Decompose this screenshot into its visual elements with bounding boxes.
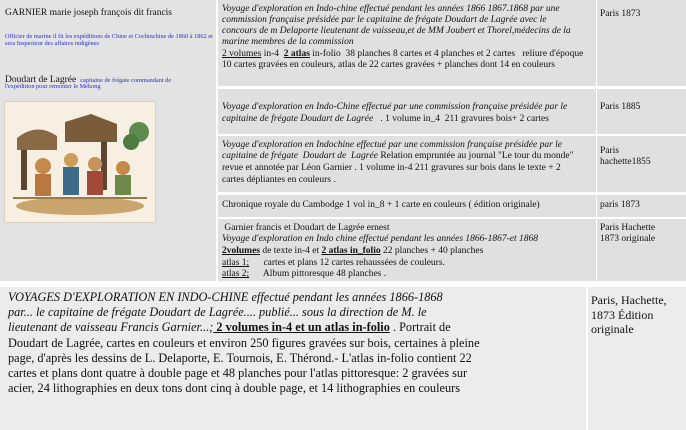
place-3b: hachette1855: [600, 157, 651, 167]
place-5a: Paris Hachette: [600, 223, 656, 233]
place-1: Paris 1873: [600, 9, 641, 19]
entry-5: [218, 219, 596, 281]
bottom-side-3: originale: [591, 322, 634, 337]
entry-5-atlas: 2 atlas in_folio: [321, 246, 381, 256]
bottom-portrait: . Portrait de: [389, 320, 451, 335]
format-text: in-4: [261, 49, 284, 59]
entry-3-line-1: Voyage d'exploration en Indochine effectué par une commission française présidée par le: [222, 140, 562, 150]
bottom-text: [8, 290, 583, 396]
entry-5-line-2: Voyage d'exploration en Indo chine effectué pendant les années 1866-1867-et 1868: [222, 234, 538, 244]
entry-5-volumes: 2volumes: [222, 246, 260, 256]
entry-5-line-3: [222, 246, 483, 257]
entry-3-line-2: [222, 151, 574, 162]
column-divider: [586, 287, 588, 430]
entry-1-line-2: commission française présidée par le capitaine de frégate Doudart de Lagrée avec le: [222, 15, 547, 25]
place-3-cell: [597, 136, 686, 192]
description-column: [218, 0, 596, 281]
bottom-line-3: [8, 320, 583, 335]
plates-text: in-folio 38 planches 8 cartes et 4 planches et 2 cartes reliure d'époque: [309, 49, 584, 59]
bottom-line-2: par... le capitaine de frégate Doudart de Lagrée.... publié... sous la direction de M. le: [8, 305, 427, 320]
entry-2-volumes: . 1 volume in_4 211 gravures bois+ 2 cartes: [373, 114, 549, 124]
atlas-text: 2 atlas: [283, 49, 310, 59]
entry-4-line-1: Chronique royale du Cambodge 1 vol in_8 + 1 carte en couleurs ( édition originale): [222, 200, 540, 210]
bottom-publication: [591, 293, 686, 337]
entry-1-line-3: concours de m Delaporte lieutenant de vaisseau,et de MM Joubert et Thorel,médecins de la: [222, 26, 571, 36]
place-5-cell: [597, 219, 686, 281]
entry-1-line-1: Voyage d'exploration en Indo-chine effectué pendant les années 1866 1867.1868 par une: [222, 4, 560, 14]
bottom-line-7: acier, 24 lithographies en deux tons dont cinq à double page, et 14 lithographies en couleurs: [8, 381, 460, 396]
bottom-volumes: 2 volumes in-4 et un atlas in-folio: [213, 320, 390, 335]
author-garnier-note: Officier de marine il fit les expéditions de Chine et Cochinchine de 1860 à 1862 et sera Inspecteur des affaires indigènes: [5, 33, 213, 48]
entry-4: [218, 195, 596, 217]
bottom-line-1: VOYAGES D'EXPLORATION EN INDO-CHINE effectué pendant les années 1866-1868: [8, 290, 443, 304]
bottom-line-6: cartes et plans dont quatre à double page et 48 planches pour l'atlas pittoresque: 2 gravées sur: [8, 366, 468, 381]
place-2-cell: [597, 89, 686, 134]
atlas-1-text: cartes et plans 12 cartes rehaussées de couleurs.: [249, 258, 445, 268]
volumes-text: 2 volumes: [222, 49, 262, 59]
bottom-description: [0, 287, 686, 430]
entry-5-line-4: [222, 258, 445, 269]
author-lagree-note: l'expédition pour remonter le Mekong: [5, 83, 101, 90]
entry-1: [218, 0, 596, 86]
place-5b: 1873 originale: [600, 234, 656, 244]
bottom-side-1: Paris, Hachette,: [591, 293, 667, 307]
entry-5-line-1: Garnier francis et Doudart de Lagrée ernest: [222, 223, 390, 233]
bottom-side-2: 1873 Édition: [591, 307, 654, 322]
bottom-lieutenant: lieutenant de vaisseau Francis Garnier...;: [8, 320, 214, 335]
place-4-cell: [597, 195, 686, 217]
entry-5-line-5: [222, 269, 386, 280]
atlas-2-label: atlas 2;: [222, 269, 250, 279]
entry-2-captain: capitaine de frégate Doudart de Lagrée: [222, 114, 374, 124]
place-4: paris 1873: [600, 200, 640, 210]
place-1-cell: [597, 0, 686, 86]
entry-1-line-4: marine membres de la commission: [222, 37, 354, 47]
author-lagree: Doudart de Lagrée: [5, 75, 77, 85]
entry-5-text: de texte in-4 et: [260, 246, 322, 256]
entry-3-relation: Relation empruntée au journal "Le tour du monde": [377, 151, 574, 161]
entry-2: [218, 89, 596, 134]
entry-3-captain: capitaine de frégate Doudart de Lagrée: [222, 151, 378, 161]
author-column: [0, 0, 216, 281]
publication-column: [597, 0, 686, 281]
place-3a: Paris: [600, 146, 619, 156]
author-garnier: GARNIER marie joseph françois dit francis: [5, 8, 172, 18]
entry-2-line-2: [222, 114, 549, 125]
author-lagree-note-a: capitaine de frégate commandant de: [80, 77, 172, 84]
bottom-line-4: Doudart de Lagrée, cartes en couleurs et environ 250 figures gravées sur bois, certaines à pleine: [8, 335, 480, 350]
illustration-icon: [5, 102, 155, 222]
atlas-2-text: Album pittoresque 48 planches .: [249, 269, 387, 279]
entry-5-plates: 22 planches + 40 planches: [380, 246, 484, 256]
entry-3-line-4: cartes dépliantes en couleurs .: [222, 175, 336, 185]
entry-1-line-5: [222, 49, 583, 60]
engraving-illustration: [4, 101, 156, 223]
entry-2-line-1: Voyage d'exploration en Indo-Chine effectué par une commission française présidée par le: [222, 102, 568, 112]
entry-3-line-3: revue et annotée par Léon Garnier . 1 volume in-4 211 gravures sur bois dans le texte + 2: [222, 163, 561, 173]
entry-1-line-6: 10 cartes gravées en couleurs, atlas de 22 cartes gravées + planches dont 14 en couleurs: [222, 60, 555, 70]
bottom-line-5: page, d'après les dessins de L. Delaporte, E. Tournois, E. Thérond.- L'atlas in-folio contient 22: [8, 350, 472, 365]
entry-3: [218, 136, 596, 192]
place-2: Paris 1885: [600, 102, 641, 112]
atlas-1-label: atlas 1;: [222, 258, 250, 268]
